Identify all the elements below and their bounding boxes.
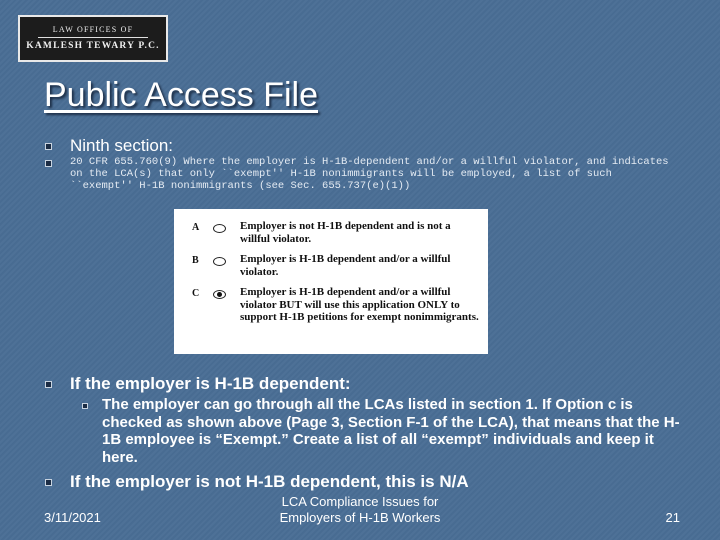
page-number: 21 (665, 510, 680, 525)
footer-caption-line-2: Employers of H-1B Workers (279, 509, 441, 525)
logo-divider (38, 37, 148, 38)
option-letter: B (192, 255, 199, 266)
option-text: Employer is H-1B dependent and/or a willful violator BUT will use this application ONLY to support H-1B petitions for exempt nonimmigrants. (240, 286, 479, 323)
bullet-square-icon (45, 160, 52, 167)
radio-checked-icon (213, 290, 226, 299)
footer-date: 3/11/2021 (44, 510, 101, 525)
bullet-ninth-section: Ninth section: (70, 136, 173, 155)
bullet-square-icon (45, 143, 52, 150)
sub-bullet-square-icon (82, 403, 88, 409)
option-text: Employer is H-1B dependent and/or a willful violator. (240, 253, 451, 278)
footer-caption (260, 494, 460, 525)
bullet-square-icon (45, 479, 52, 486)
sub-bullet-instructions: The employer can go through all the LCAs listed in section 1. If Option c is checked as shown above (Page 3, Section F-1 of the LCA), that means that the H-1B employee is “Exempt.” Create a list of all “exempt” individuals and keep it here. (102, 396, 680, 466)
slide-title: Public Access File (44, 76, 318, 114)
firm-logo (18, 15, 168, 62)
lca-form-excerpt (174, 209, 488, 354)
bullet-h1b-dependent: If the employer is H-1B dependent: (70, 374, 351, 393)
option-letter: A (192, 222, 200, 233)
bullet-square-icon (45, 381, 52, 388)
regulation-citation: 20 CFR 655.760(9) Where the employer is H-1B-dependent and/or a willful violator, and indicates on the LCA(s) that only ``exempt'' H-1B nonimmigrants will be employed, a list of such ``exempt'' H-1B nonimmigrants (see Sec. 655.737(e)(1)) (70, 156, 669, 192)
option-text: Employer is not H-1B dependent and is not a willful violator. (240, 220, 451, 245)
radio-unchecked-icon (213, 257, 226, 266)
option-letter: C (192, 288, 200, 299)
footer-caption-line-1: LCA Compliance Issues for (281, 494, 439, 509)
logo-line-2: KAMLESH TEWARY P.C. (26, 41, 160, 51)
logo-line-1: LAW OFFICES OF (52, 25, 134, 34)
radio-unchecked-icon (213, 224, 226, 233)
bullet-not-dependent: If the employer is not H-1B dependent, this is N/A (70, 472, 469, 491)
